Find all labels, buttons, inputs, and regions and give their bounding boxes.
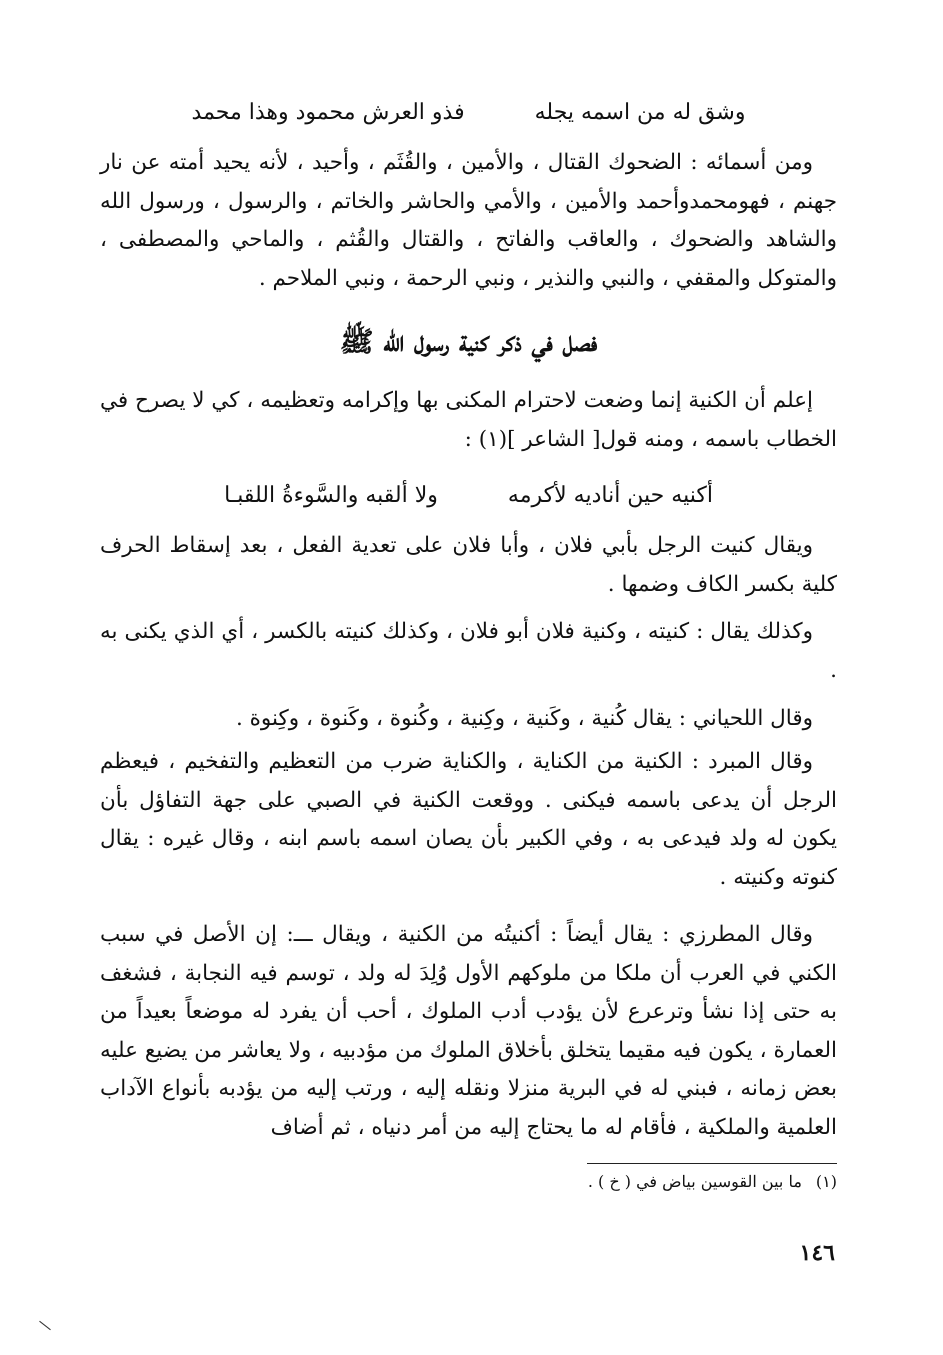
section-heading: فصل في ذكر كنية رسول الله ﷺ bbox=[339, 325, 598, 358]
footnote-marker: (١) bbox=[815, 1172, 837, 1191]
paragraph-kadhalik bbox=[100, 613, 837, 690]
verse-top bbox=[100, 99, 837, 127]
verse-middle-left-hemistich: ولا ألقبه والسَّوءةُ اللقبـا bbox=[224, 483, 438, 508]
verse-middle bbox=[100, 482, 837, 510]
verse-middle-right-hemistich: أكنيه حين أناديه لأكرمه bbox=[507, 483, 713, 508]
paragraph-yuqal bbox=[100, 527, 837, 604]
paragraph-kunya bbox=[100, 382, 837, 459]
verse-top-right-hemistich: وشق له من اسمه يجله bbox=[534, 100, 746, 125]
paragraph-lihyani-text: وقال اللحياني : يقال كُنية ، وكَنية ، وكِنية ، وكُنوة ، وكَنوة ، وكِنوة . bbox=[235, 706, 813, 731]
footnote-divider bbox=[587, 1163, 837, 1164]
paragraph-mubarrad bbox=[100, 743, 837, 897]
paragraph-yuqal-text: ويقال كنيت الرجل بأبي فلان ، وأبا فلان على تعدية الفعل ، بعد إسقاط الحرف كلية بكسر الكاف وضمها . bbox=[100, 533, 837, 597]
paragraph-mubarrad-text: وقال المبرد : الكنية من الكناية ، والكناية ضرب من التعظيم والتفخيم ، فيعظم الرجل أن يدعى باسمه فيكنى . ووقعت الكنية في الصبي على جهة التفاؤل بأن يكون له ولد فيدعى به ، وفي الكبير بأن يصان اسمه باسم ابنه ، وقال غيره : يقال كنوته وكنيته . bbox=[100, 749, 837, 890]
scan-mark bbox=[39, 1321, 51, 1330]
verse-top-left-hemistich: فذو العرش محمود وهذا محمد bbox=[191, 100, 465, 125]
paragraph-kadhalik-text: وكذلك يقال : كنيته ، وكنية فلان أبو فلان ، وكذلك كنيته بالكسر ، أي الذي يكنى به . bbox=[100, 619, 837, 683]
paragraph-lihyani bbox=[100, 700, 837, 739]
page-number: ١٤٦ bbox=[799, 1240, 835, 1266]
footnote-text: ما بين القوسين بياض في ( خ ) . bbox=[587, 1172, 802, 1191]
paragraph-names-text: ومن أسمائه : الضحوك القتال ، والأمين ، والقُثَم ، وأحيد ، لأنه يحيد أمته عن نار جهنم ، فهومحمدوأحمد والأمين ، والأمي والحاشر والخاتم ، والرسول ، ورسول الله والشاهد والضحوك ، والعاقب والفاتح ، والقتال والقُثم ، والماحي والمصطفى ، والمتوكل والمقفي ، والنبي والنذير ، ونبي الرحمة ، ونبي الملاحم . bbox=[100, 150, 837, 291]
footnote bbox=[100, 1170, 837, 1194]
paragraph-names bbox=[100, 144, 837, 298]
paragraph-mutarrizi-text: وقال المطرزي : يقال أيضاً : أكنيتُه من الكنية ، ويقال ـــ: إن الأصل في سبب الكني في العرب أن ملكا من ملوكهم الأول وُلِدَ له ولد ، توسم فيه النجابة ، فشغف به حتى إذا نشأ وترعرع لأن يؤدب أدب الملوك ، أحب أن يفرد له موضعاً بعيداً من العمارة ، يكون فيه مقيما يتخلق بأخلاق الملوك من مؤدبيه ، ولا يعاشر من يضيع عليه بعض زمانه ، فبني له في البرية منزلا ونقله إليه ، ورتب إليه من يؤدبه بأنواع الآداب العلمية والملكية ، فأقام له ما يحتاج إليه من أمر دنياه ، ثم أضاف bbox=[100, 922, 837, 1140]
paragraph-mutarrizi bbox=[100, 916, 837, 1147]
paragraph-kunya-text: إعلم أن الكنية إنما وضعت لاحترام المكنى بها وإكرامه وتعظيمه ، كي لا يصرح في الخطاب باسمه ، ومنه قول[ الشاعر ](١) : bbox=[100, 388, 837, 452]
